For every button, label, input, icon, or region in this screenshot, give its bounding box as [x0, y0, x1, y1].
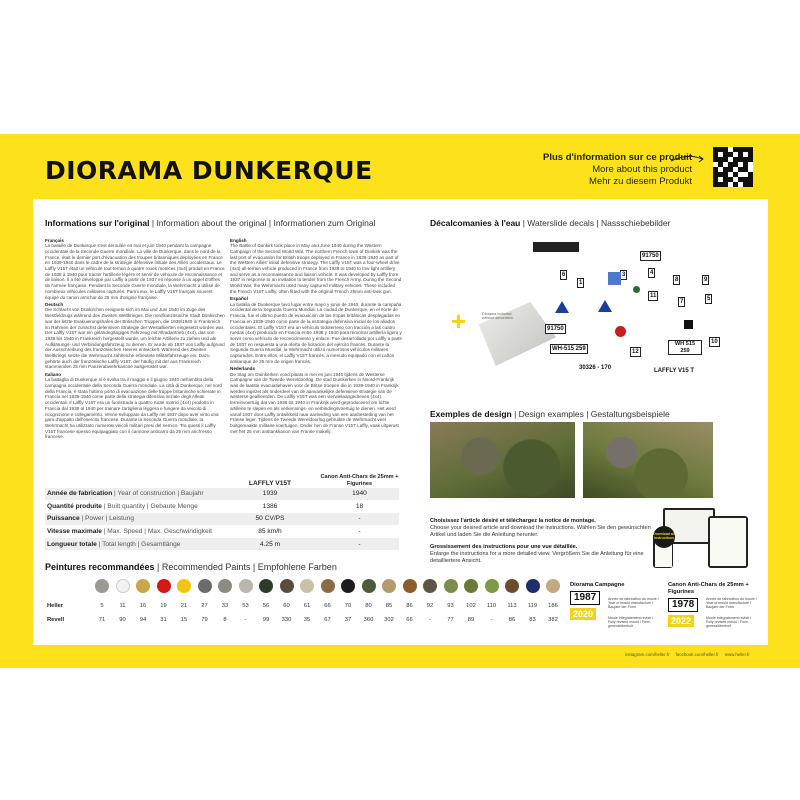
reissue-info: Moule intégralement révisé / Fully revised mould / Form generalüberholt [608, 616, 654, 629]
decal-number: 11 [650, 293, 657, 299]
footer-links [620, 652, 750, 657]
revell-code: 99 [262, 617, 270, 623]
specs-row [45, 537, 399, 550]
kit-info-campagne [570, 582, 660, 629]
language-label: Deutsch [45, 301, 64, 307]
decal-note: Diorama included without decoration [482, 312, 513, 320]
download-badge[interactable]: Download all instructions [653, 526, 675, 548]
revell-code: - [490, 617, 493, 623]
language-paragraph: La bataille de Dunkerque s'est déroulée en mai et juin 1940 pendant la campagne occidentale de la Seconde Guerre mondiale. La ville de Dunkerque, dans le nord de la France, était le dernier port d'évacuation des troupes britanniques déployées en France en 1939-1940 dans le cadre de la stratégie défensive initiale des Alliés occidentaux. Le Laffly V15T était un véhicule tout-terrain à quatre roues motrices (4x4) produit en France de 1938 à 1940 pour tracter l'artillerie légère et servir de véhicule de reconnaissance et de liaison. Il a été développé par Laffly à partir de 1937 en réponse à un appel d'offres de l'armée française. Pendant la Seconde Guerre mondiale, la Wehrmacht a utilisé de nombreux véhicules militaires capturés. Parmi eux, le Laffly V15T français souvent équipé du canon antichar de 25 mm d'origine française. [45, 243, 225, 300]
revell-code: 71 [98, 617, 106, 623]
language-label: English [230, 237, 247, 243]
paint-color-dot [546, 579, 560, 593]
paint-color-dot [526, 579, 540, 593]
spec-value-canon: 1940 [352, 490, 367, 498]
paint-swatch [541, 579, 565, 627]
mould-year-info: Année de fabrication du moule / Year of mould manufacture / Baujahr der Form [706, 597, 757, 610]
info-column-left [45, 236, 225, 468]
info-column-right [230, 236, 402, 468]
language-paragraph: The Battle of Dunkirk took place in May and June 1940 during the Western Campaign of the Second World War. The northern French town of Dunkirk was the last port of evacuation for British troops deployed in France in 1939-1940 as part of the Western Allies' initial defensive strategy. The Laffly V15T was a four-wheel drive (4x4) all-terrain vehicle produced in France from 1938 to 1940 to tow light artillery and serve as a reconnaissance and liaison vehicle. It was developed by Laffly from 1937 in response to an invitation to tender from the French Army. During the Second World War, the Wehrmacht used many captured military vehicles. These included the French V15T Laffly, often fitted with the original French 25mm anti-tank gun. [230, 243, 402, 294]
decal-number: 12 [632, 349, 639, 355]
specs-row [45, 525, 399, 538]
spec-label: Vitesse maximale | Max. Speed | Max. Geschwindigkeit [47, 528, 212, 536]
paint-color-dot [444, 579, 458, 593]
revell-code: 77 [447, 617, 454, 623]
spec-label: Quantité produite | Built quantity | Gebaute Menge [47, 502, 198, 510]
decal-black-strip [533, 242, 579, 252]
black-square-decal [684, 320, 693, 329]
heller-code: 19 [160, 603, 167, 609]
plus-icon: + [451, 306, 467, 336]
specs-header [45, 473, 399, 487]
more-info-en: More about this product [592, 164, 692, 175]
instagram-link[interactable]: instagram.com/heller.fr [625, 652, 670, 657]
paint-color-dot [485, 579, 499, 593]
revell-code: 31 [160, 617, 167, 623]
specs-row [45, 487, 399, 500]
decal-plate: WH 515 259 [668, 340, 702, 355]
paint-color-dot [464, 579, 478, 593]
revell-code: 83 [529, 617, 536, 623]
spec-label: Puissance | Power | Leistung [47, 515, 134, 523]
more-info-de: Mehr zu diesem Produkt [589, 176, 692, 187]
mould-year-info: Année de fabrication du moule / Year of mould manufacture / Baujahr der Form [608, 597, 659, 610]
heller-code: 119 [527, 603, 538, 609]
paint-color-dot [218, 579, 232, 593]
more-info-fr: Plus d'information sur ce produit [543, 152, 692, 163]
decal-sheet [440, 242, 730, 382]
decal-number: 5 [707, 296, 711, 302]
language-label: Español [230, 296, 248, 302]
green-dot-decal [633, 286, 640, 293]
paint-color-dot [403, 579, 417, 593]
paint-color-dot [136, 579, 150, 593]
revell-code: 15 [180, 617, 188, 623]
decal-number: 7 [680, 299, 684, 305]
decal-number: 6 [562, 272, 566, 278]
paint-color-dot [362, 579, 376, 593]
spec-value-laffly: 50 CV/PS [255, 515, 285, 523]
instructions-note: Choisissez l'article désiré et téléchargez la notice de montage. Choose your desired article and download the instructions. Wählen Sie den gewünschten Artikel und laden Sie die Anleitung herunter. Grossissement des instructions pour une vue détaillée. Enlarge the instructions for a more detailed view. Vergrößern Sie die Anleitung für eine detailliertere Ansicht. [430, 518, 651, 564]
paint-color-dot [239, 579, 253, 593]
paint-color-dot [157, 579, 171, 593]
heller-code: 11 [119, 603, 126, 609]
spec-value-laffly: 1939 [262, 490, 278, 498]
heller-code: 61 [303, 603, 311, 609]
spec-value-canon: - [358, 540, 361, 548]
design-example-image [583, 422, 713, 498]
kit-name: Diorama Campagne [570, 582, 625, 588]
paint-color-dot [382, 579, 396, 593]
heller-code: 27 [201, 603, 208, 609]
paint-swatches [45, 579, 565, 635]
heller-code: 60 [283, 603, 290, 609]
language-label: Français [45, 237, 64, 243]
heller-code: 5 [100, 603, 104, 609]
revell-code: 89 [467, 617, 475, 623]
heller-code: 93 [447, 603, 454, 609]
revell-code: 67 [324, 617, 331, 623]
heller-code: 85 [385, 603, 393, 609]
paint-color-dot [198, 579, 212, 593]
paint-color-dot [280, 579, 294, 593]
specs-col-laffly: LAFFLY V15T [248, 480, 292, 487]
heller-code: 113 [507, 603, 517, 609]
revell-code: 90 [119, 617, 126, 623]
decal-number: 9 [704, 277, 708, 283]
language-label: Italiano [45, 371, 62, 377]
heller-code: 53 [242, 603, 249, 609]
decal-number: 8 [675, 277, 679, 283]
decal-name: LAFFLY V15 T [654, 368, 695, 374]
paint-color-dot [423, 579, 437, 593]
blue-triangle-decal [598, 300, 612, 312]
blue-square-decal [608, 272, 621, 285]
revell-code: 8 [223, 617, 227, 623]
paint-color-dot [321, 579, 335, 593]
revell-code: 382 [548, 617, 558, 623]
arrow-icon [670, 152, 706, 166]
red-roundel-decal [615, 326, 626, 337]
decal-code: 30326 - 170 [579, 365, 612, 371]
paint-color-dot [505, 579, 519, 593]
language-paragraph: De Slag om Duinkerken vond plaats in mei en juni 1940 tijdens de Westerse Campagne van de Tweede Wereldoorlog. De stad Duinkerken in Noord-Frankrijk was de laatste evacuatiehaven voor de Britse troepen die in 1939-1940 in Frankrijk werden ingezet als onderdeel van de aanvankelijke defensieve strategie van de westerse geallieerden. De Laffly V15T was een vierwielaangedreven (4x4) terreinvoertuig dat van 1938 tot 1940 in Frankrijk werd geproduceerd om lichte artillerie te slepen en als verkennings- en verbindingsvoertuig te dienen. Het werd vanaf 1937 door Laffly ontwikkeld naar aanleiding van een aanbesteding van het Franse leger. Tijdens de Tweede Wereldoorlog gebruikte de Wehrmacht veel buitgemaakte militaire voertuigen. Onder hen de Franse V15T Laffly, vaak uitgerust met het 25 mm antitankkanon van Franse makelij. [230, 371, 399, 434]
reissue-info: Moule intégralement révisé / Fully revised mould / Form generalüberholt [706, 616, 752, 629]
kit-info-canon [668, 582, 758, 627]
specs-row [45, 500, 399, 513]
info-section-heading: Informations sur l'original | Information about the original | Informationen zum Original [45, 218, 376, 228]
design-heading: Exemples de design | Design examples | Gestaltungsbeispiele [430, 409, 670, 419]
heller-code: 66 [324, 603, 331, 609]
specs-table [45, 473, 399, 550]
paint-color-dot [300, 579, 314, 593]
revell-row-label: Revell [47, 617, 65, 623]
revell-code: 330 [281, 617, 292, 623]
revell-code: 94 [139, 617, 147, 623]
mould-year: 1978 [668, 598, 698, 612]
website-link[interactable]: www.heller.fr [724, 652, 750, 657]
paint-color-dot [341, 579, 355, 593]
tablet-icon [708, 516, 748, 568]
revell-code: 302 [384, 617, 394, 623]
revell-code: 86 [508, 617, 516, 623]
revell-code: 360 [363, 617, 374, 623]
spec-value-canon: 18 [355, 502, 364, 510]
specs-col-canon: Canon Anti-Chars de 25mm + Figurines [320, 474, 399, 487]
decal-plate: 91750 [547, 326, 564, 332]
language-paragraph: La battaglia di Dunkerque si è svolta tra il maggio e il giugno 1940 nell'ambito della campagna occidentale della Seconda Guerra mondiale. La città di Dunkerque, nel nord della Francia, è stata l'ultimo porto di evacuazione delle truppe britanniche schierate in Francia nel 1939-1940 come parte della strategia difensiva iniziale degli Alleati occidentali. Il Laffly V15T era un fuoristrada a quattro ruote motrici (4x4) prodotto in Francia dal 1938 al 1940 per trainare l'artiglieria leggera e fungere da veicolo di ricognizione e collegamento. Venne sviluppato da Laffly nel 1937 dopo aver vinto una gara d'appalto dell'esercito francese. Durante la Seconda Guerra mondiale, la Wehrmacht ha utilizzato numerosi veicoli militari presi del nemico. Tra questi il Laffly V15T francese spesso equipaggiato con il cannone anticarro da 25 mm anch'esso francese. [45, 377, 222, 440]
reissue-year: 2022 [668, 615, 694, 627]
revell-code: 37 [344, 617, 352, 623]
devices-illustration [653, 504, 748, 574]
kit-name: Canon Anti-Chars de 25mm + Figurines [668, 582, 749, 595]
decal-number: 91750 [642, 253, 659, 259]
specs-row [45, 512, 399, 525]
spec-value-laffly: 85 km/h [258, 528, 282, 536]
revell-code: 66 [406, 617, 413, 623]
language-paragraph: Die Schlacht von Dünkirchen ereignete sich im Mai und Juni 1940 im Zuge des Westfeldzugs während des Zweiten Weltkrieges. Die nordfranzösische Stadt Dünkirchen war der letzte Evakuierungshafen der Britischen Truppen, die 1939/1940 in Frankreich im Rahmen der zunächst defensiven Strategie der Westalliierten eingesetzt worden war. Der Laffly V15T war ein geländegängiges Fahrzeug mit Allradantrieb (4x4), das von 1938 bis 1940 in Frankreich hergestellt wurde, um leichte Artillerie zu ziehen und als Aufklärungs- und Verbindungsfahrzeug zu dienen. Er wurde ab 1937 von Laffly aufgrund der Ausschreibung des französischen Heeres entwickelt. Während des Zweiten Weltkriegs setzte die Wehrmacht zahlreiche erbeutete Militärfahrzeuge ein. Dazu gehörte auch der französische Laffly V15T, der häufig mit der aus Frankreich stammenden 25 mm Panzerabwehrkanone ausgerüstet war. [45, 307, 225, 370]
revell-code: - [244, 617, 247, 623]
language-paragraph: La batalla de Dunkerque tuvo lugar entre mayo y junio de 1940, durante la campaña occidental de la Segunda Guerra Mundial. La ciudad de Dunkerque, en el norte de Francia, fue el último puerto de evacuación de las tropas británicas desplegadas en Francia en 1939-1940 como parte de la estrategia defensiva inicial de los aliados occidentales. El Laffly V15T era un vehículo todoterreno con tracción a las cuatro ruedas (4x4) producido en Francia entre 1938 y 1940 para remolcar artillería ligera y servir como vehículo de reconocimiento y enlace. Fue desarrollado por Laffly a partir de 1937 en respuesta a una oferta de licitación del ejército francés. Durante la Segunda Guerra Mundial, la Wehrmacht utilizó numerosos vehículos militares capturados. Entre ellos, el Laffly V15T francés, a menudo equipado con el cañón antitanque de 25 mm de origen francés. [230, 301, 402, 364]
heller-row-label: Heller [47, 603, 64, 609]
heller-code: 110 [486, 603, 497, 609]
heller-code: 16 [139, 603, 147, 609]
paint-color-dot [116, 579, 130, 593]
paint-color-dot [259, 579, 273, 593]
paint-color-dot [95, 579, 109, 593]
page-title: DIORAMA DUNKERQUE [45, 156, 373, 185]
blue-triangle-decal [555, 301, 569, 313]
design-example-image [430, 422, 575, 498]
spec-label: Année de fabrication | Year of construction | Baujahr [47, 490, 204, 498]
qr-code-icon[interactable] [713, 147, 753, 187]
decal-number: 4 [650, 270, 654, 276]
heller-code: 186 [548, 603, 558, 609]
spec-value-canon: - [358, 528, 361, 536]
spec-label: Longueur totale | Total length | Gesamtlänge [47, 540, 181, 548]
heller-code: 86 [406, 603, 413, 609]
paints-heading: Peintures recommandées | Recommended Paints | Empfohlene Farben [45, 562, 337, 572]
language-label: Nederlands [230, 365, 256, 371]
decal-plate: WH-515 259 [552, 346, 586, 352]
reissue-year: 2020 [570, 608, 596, 620]
revell-code: 79 [201, 617, 208, 623]
facebook-link[interactable]: facebook.com/heller.fr [675, 652, 719, 657]
decal-number: 3 [622, 272, 626, 278]
heller-code: 92 [426, 603, 434, 609]
spec-value-canon: - [358, 515, 361, 523]
spec-value-laffly: 1386 [262, 502, 278, 510]
mould-year: 1987 [570, 591, 600, 605]
heller-code: 70 [344, 603, 352, 609]
heller-code: 80 [365, 603, 372, 609]
decal-number: 10 [711, 339, 718, 345]
heller-code: 56 [262, 603, 270, 609]
revell-code: - [429, 617, 431, 623]
paint-color-dot [177, 579, 191, 593]
heller-code: 102 [466, 603, 476, 609]
revell-code: 35 [303, 617, 311, 623]
decal-number: 1 [579, 280, 583, 286]
spec-value-laffly: 4.25 m [259, 540, 281, 548]
decals-heading: Décalcomanies à l'eau | Waterslide decals | Nassschiebebilder [430, 218, 671, 228]
heller-code: 33 [221, 603, 229, 609]
heller-code: 21 [180, 603, 188, 609]
